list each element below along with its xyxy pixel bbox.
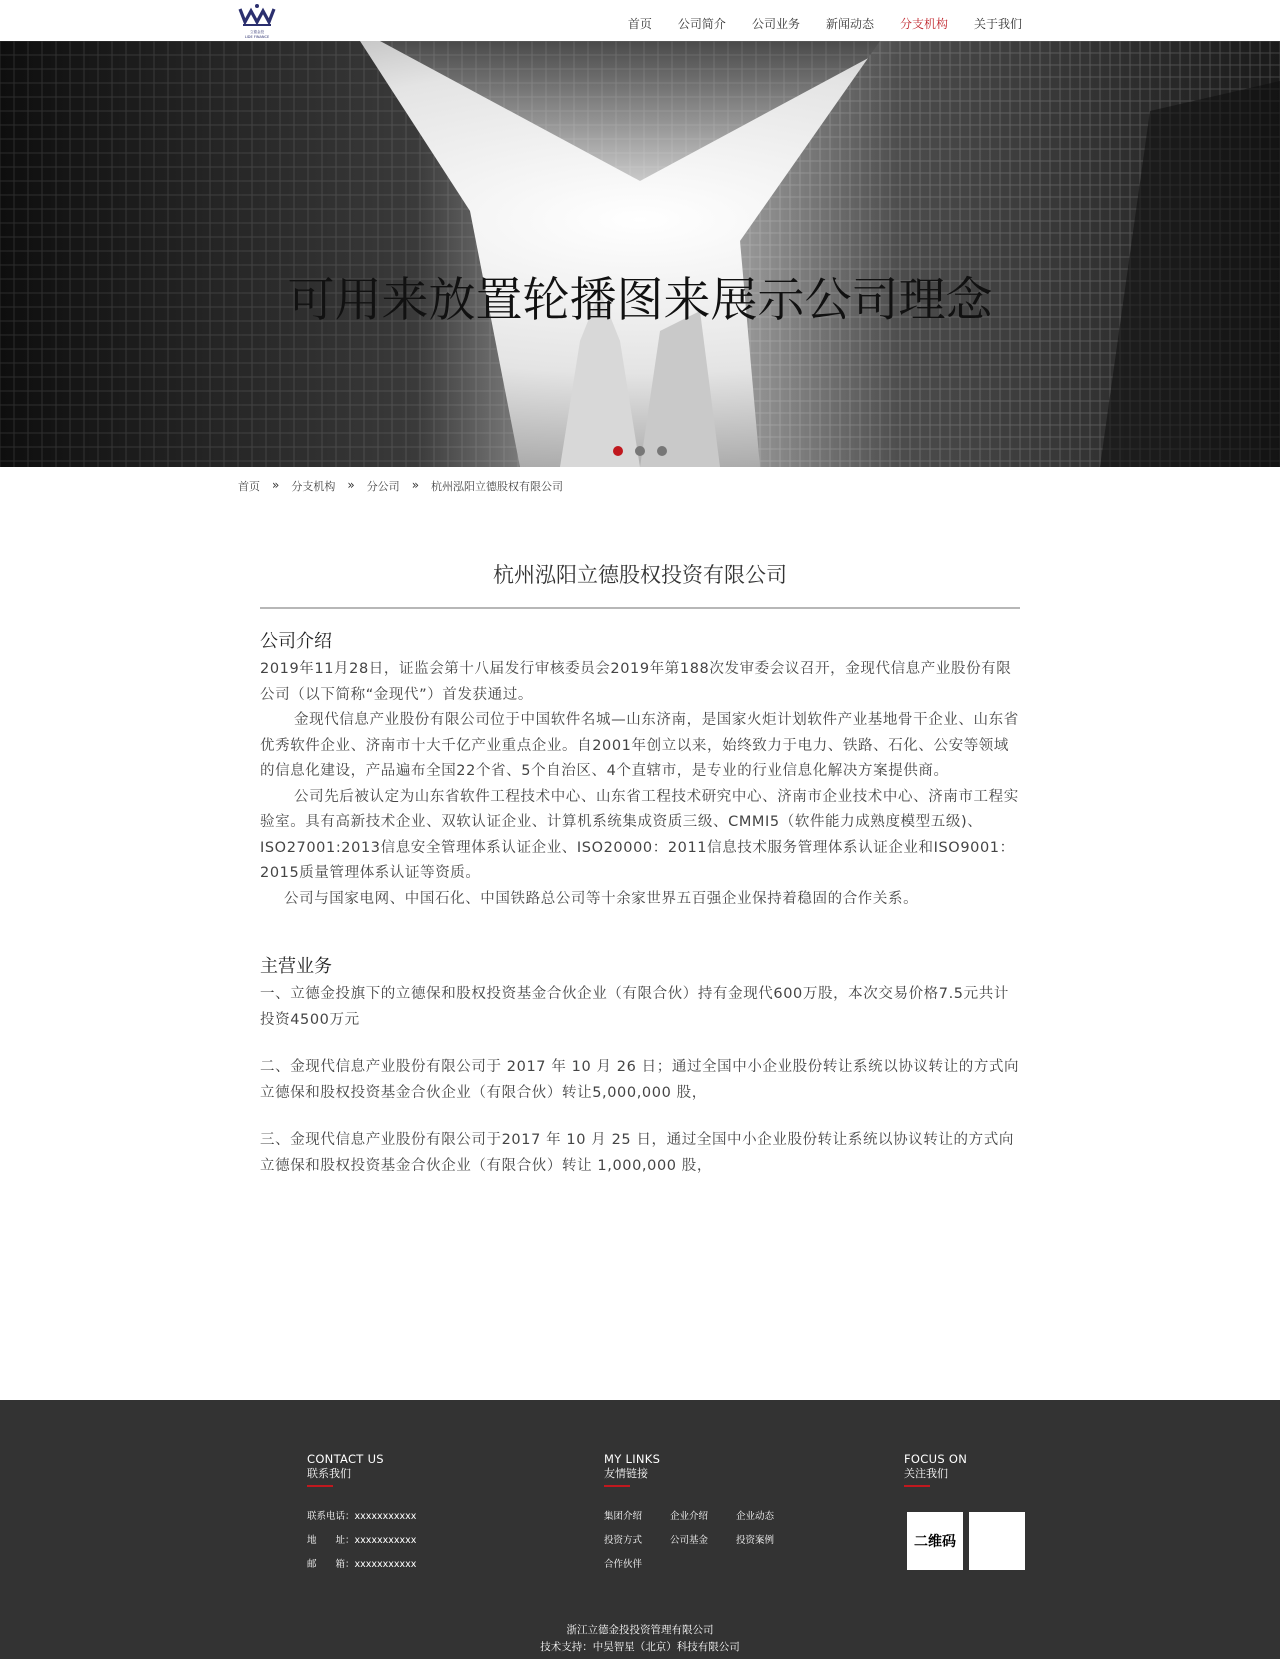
business-paragraph: 一、立德金投旗下的立德保和股权投资基金合伙企业（有限合伙）持有金现代600万股，本次交易价格7.5元共计投资4500万元 <box>260 986 1009 1028</box>
heading-underline <box>604 1485 630 1487</box>
intro-paragraph: 2019年11月28日，证监会第十八届发行审核委员会2019年第188次发审委会议召开，金现代信息产业股份有限公司（以下简称“金现代”）首发获通过。 <box>260 661 1012 703</box>
footer-link[interactable]: 投资方式 <box>604 1535 643 1546</box>
logo[interactable] <box>237 3 277 39</box>
focus-heading-cn: 关注我们 <box>904 1467 948 1480</box>
logo-text-cn: 立德金投 <box>250 30 264 34</box>
footer-company-name: 浙江立德金投投资管理有限公司 <box>566 1624 714 1636</box>
breadcrumb-branch-company[interactable]: 分公司 <box>366 480 400 493</box>
footer-link[interactable]: 企业动态 <box>736 1511 775 1522</box>
intro-paragraph: 公司与国家电网、中国石化、中国铁路总公司等十余家世界五百强企业保持着稳固的合作关系。 <box>284 890 919 907</box>
business-paragraph: 三、金现代信息产业股份有限公司于2017 年 10 月 25 日，通过全国中小企业股份转让系统以协议转让的方式向立德保和股权投资基金合伙企业（有限合伙）转让 1,000,000 股， <box>260 1132 1014 1174</box>
carousel-dot-1[interactable] <box>613 446 623 456</box>
intro-heading: 公司介绍 <box>260 631 332 652</box>
carousel-dot-2[interactable] <box>635 446 645 456</box>
nav-item-business[interactable]: 公司业务 <box>751 17 800 31</box>
business-heading: 主营业务 <box>260 956 332 977</box>
site-footer <box>0 1400 1280 1659</box>
footer-link[interactable]: 合作伙伴 <box>604 1559 643 1570</box>
banner-image <box>0 41 1280 467</box>
intro-paragraph: 公司先后被认定为山东省软件工程技术中心、山东省工程技术研究中心、济南市企业技术中心、济南市工程实验室。具有高新技术企业、双软认证企业、计算机系统集成资质三级、CMMI5（软件能力成熟度模型五级)、ISO27001:2013信息安全管理体系认证企业、ISO20000：2011信息技术服务管理体系认证企业和ISO9001：2015质量管理体系认证等资质。 <box>260 788 1019 881</box>
footer-link[interactable]: 公司基金 <box>670 1535 709 1546</box>
breadcrumb-branches[interactable]: 分支机构 <box>291 480 336 493</box>
contact-phone: 联系电话：xxxxxxxxxxx <box>307 1511 417 1522</box>
breadcrumb <box>238 478 563 494</box>
breadcrumb-home[interactable]: 首页 <box>238 480 260 493</box>
qr-code-placeholder: 二维码 <box>907 1512 963 1570</box>
nav-item-news[interactable]: 新闻动态 <box>825 17 874 31</box>
intro-paragraph: 金现代信息产业股份有限公司位于中国软件名城—山东济南，是国家火炬计划软件产业基地骨干企业、山东省优秀软件企业、济南市十大千亿产业重点企业。自2001年创立以来，始终致力于电力、铁路、石化、公安等领域的信息化建设，产品遍布全国22个省、5个自治区、4个直辖市，是专业的行业信息化解决方案提供商。 <box>260 712 1019 779</box>
footer-tech-support: 技术支持：中昊智星（北京）科技有限公司 <box>540 1641 740 1653</box>
carousel-dot-3[interactable] <box>657 446 667 456</box>
heading-underline <box>307 1485 333 1487</box>
footer-link[interactable]: 投资案例 <box>736 1535 775 1546</box>
business-paragraph: 二、金现代信息产业股份有限公司于 2017 年 10 月 26 日；通过全国中小企业股份转让系统以协议转让的方式向立德保和股权投资基金合伙企业（有限合伙）转让5,000,000 股， <box>260 1059 1020 1101</box>
footer-link[interactable]: 集团介绍 <box>604 1511 643 1522</box>
contact-address: 地 址：xxxxxxxxxxx <box>307 1535 417 1546</box>
nav-item-about-company[interactable]: 公司简介 <box>677 17 726 31</box>
contact-email: 邮 箱：xxxxxxxxxxx <box>307 1559 417 1570</box>
double-chevron-right-icon: » <box>411 478 420 492</box>
breadcrumb-current: 杭州泓阳立德股权有限公司 <box>431 480 564 493</box>
links-heading-cn: 友情链接 <box>604 1467 648 1480</box>
crown-icon <box>237 3 277 29</box>
footer-focus <box>904 1452 967 1487</box>
hero-carousel[interactable] <box>0 41 1280 467</box>
qr-code-placeholder-blank <box>969 1512 1025 1570</box>
site-header <box>0 0 1280 41</box>
main-nav <box>602 16 1022 32</box>
heading-underline <box>904 1485 930 1487</box>
footer-link[interactable]: 企业介绍 <box>670 1511 709 1522</box>
links-heading-en: MY LINKS <box>604 1452 661 1466</box>
nav-item-home[interactable]: 首页 <box>627 17 652 31</box>
carousel-indicators <box>0 446 1280 456</box>
footer-contact <box>307 1452 416 1577</box>
contact-heading-en: CONTACT US <box>307 1452 384 1466</box>
double-chevron-right-icon: » <box>272 478 280 492</box>
page-title: 杭州泓阳立德股权投资有限公司 <box>260 555 1020 609</box>
logo-text-en: LIDE FINANCE <box>244 35 270 39</box>
nav-item-branches[interactable]: 分支机构 <box>899 17 948 31</box>
nav-item-about-us[interactable]: 关于我们 <box>973 17 1022 31</box>
focus-heading-en: FOCUS ON <box>904 1452 968 1466</box>
double-chevron-right-icon: » <box>347 478 355 492</box>
footer-links <box>604 1452 802 1577</box>
contact-heading-cn: 联系我们 <box>307 1467 351 1480</box>
footer-copyright <box>0 1622 1280 1656</box>
banner-caption: 可用来放置轮播图来展示公司理念 <box>287 273 993 328</box>
article <box>260 555 1020 1179</box>
